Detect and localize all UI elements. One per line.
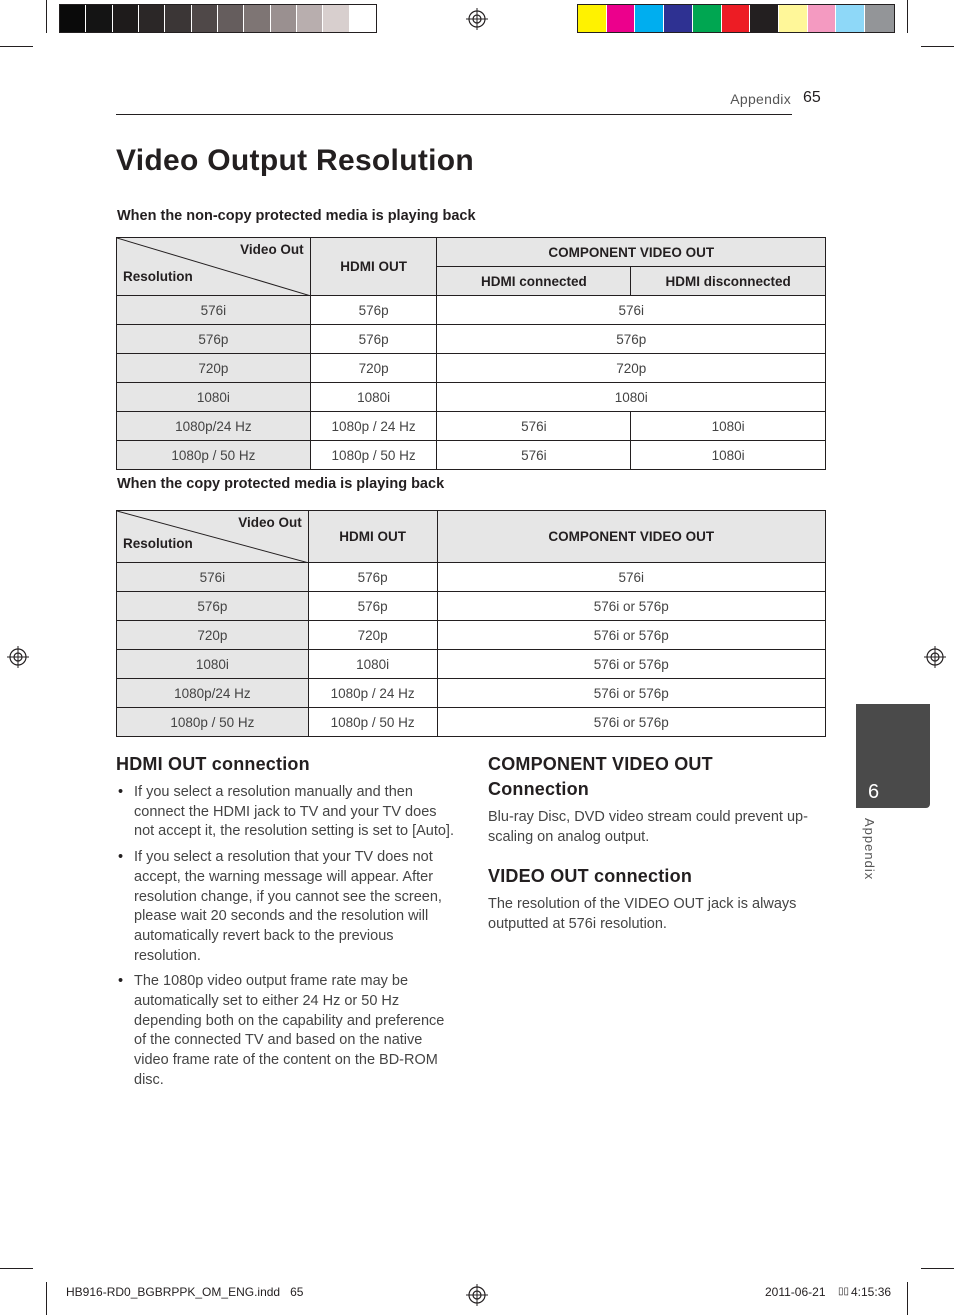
cell-resolution: 1080i (117, 650, 309, 679)
video-section-text: The resolution of the VIDEO OUT jack is always outputted at 576i resolution. (488, 896, 797, 932)
color-swatch (578, 5, 607, 32)
color-swatch (113, 5, 139, 32)
table-row (117, 383, 826, 412)
cell-hdmi: 1080i (308, 650, 437, 679)
table-row (117, 679, 826, 708)
crop-mark (46, 1282, 47, 1315)
header-divider (116, 114, 792, 115)
registration-mark-icon (466, 8, 488, 30)
color-swatch (192, 5, 218, 32)
cell-component: 576p (437, 325, 826, 354)
cell-hdmi: 720p (310, 354, 437, 383)
cell-hdmi: 576p (308, 592, 437, 621)
color-swatch (722, 5, 751, 32)
table-corner-cell (117, 238, 311, 296)
chapter-number: 6 (868, 781, 880, 803)
header-component-video-out: COMPONENT VIDEO OUT (437, 511, 825, 563)
table2-caption: When the copy protected media is playing back (117, 476, 445, 492)
cell-hdmi: 1080i (310, 383, 437, 412)
subheader-hdmi-disconnected: HDMI disconnected (631, 267, 826, 296)
list-item: • The 1080p video output frame rate may be automatically set to either 24 Hz or 50 Hz depending both on the capability and preference of the connected TV and based on the native video frame rate of the content on the BD-ROM disc. (116, 972, 456, 1090)
cell-resolution: 576i (117, 296, 311, 325)
cell-resolution: 576p (117, 592, 309, 621)
copy-protected-table (116, 510, 826, 737)
component-section-text: Blu-ray Disc, DVD video stream could prevent up-scaling on analog output. (488, 809, 808, 845)
corner-label-resolution: Resolution (123, 536, 193, 551)
chapter-tab-label: Appendix (862, 818, 877, 881)
cell-hdmi: 1080p / 50 Hz (308, 708, 437, 737)
color-swatch (60, 5, 86, 32)
component-section-heading-line2: Connection (488, 779, 589, 799)
cell-component: 720p (437, 354, 826, 383)
color-swatch (607, 5, 636, 32)
corner-label-video-out: Video Out (240, 242, 304, 257)
crop-mark (46, 0, 47, 33)
header-component-video-out: COMPONENT VIDEO OUT (437, 238, 826, 267)
cell-component: 576i or 576p (437, 650, 825, 679)
cell-hdmi: 576p (310, 325, 437, 354)
page-title: Video Output Resolution (116, 144, 474, 177)
color-swatch (244, 5, 270, 32)
crop-mark (0, 1268, 33, 1269)
table-row (117, 592, 826, 621)
table-row (117, 354, 826, 383)
page-number: 65 (803, 89, 821, 106)
chapter-tab (856, 704, 930, 808)
cell-resolution: 720p (117, 621, 309, 650)
running-header-section: Appendix (730, 91, 791, 107)
cell-component: 576i or 576p (437, 621, 825, 650)
hdmi-bullet-list (116, 783, 456, 1097)
registration-mark-icon (466, 1284, 488, 1306)
table-row (117, 441, 826, 470)
cell-component-connected: 576i (437, 412, 631, 441)
corner-label-resolution: Resolution (123, 269, 193, 284)
crop-mark (921, 46, 954, 47)
registration-mark-icon (7, 646, 29, 668)
component-section-heading: COMPONENT VIDEO OUT (488, 754, 713, 774)
color-swatch (664, 5, 693, 32)
color-calibration-bar (577, 4, 895, 33)
cell-component: 576i or 576p (437, 679, 825, 708)
cell-component-disconnected: 1080i (631, 412, 826, 441)
crop-mark (921, 1268, 954, 1269)
table-corner-cell (117, 511, 309, 563)
header-hdmi-out: HDMI OUT (308, 511, 437, 563)
color-swatch (165, 5, 191, 32)
subheader-hdmi-connected: HDMI connected (437, 267, 631, 296)
cell-component: 1080i (437, 383, 826, 412)
grayscale-calibration-bar (59, 4, 377, 33)
header-hdmi-out: HDMI OUT (310, 238, 437, 296)
color-swatch (750, 5, 779, 32)
cell-hdmi: 1080p / 50 Hz (310, 441, 437, 470)
registration-mark-icon (924, 646, 946, 668)
footer-time: 4:15:36 (851, 1285, 892, 1299)
list-item: • If you select a resolution that your TV does not accept, the warning message will appear. After resolution change, if you cannot see the screen, please wait 20 seconds and the resolution will automatically revert back to the previous resolution. (116, 848, 456, 966)
color-swatch (271, 5, 297, 32)
cell-hdmi: 720p (308, 621, 437, 650)
footer-filename: HB916-RD0_BGBRPPK_OM_ENG.indd 65 (66, 1285, 304, 1299)
list-item: • If you select a resolution manually and then connect the HDMI jack to TV and your TV does not accept it, the resolution setting is set to [Auto]. (116, 783, 456, 842)
cell-resolution: 1080p / 50 Hz (117, 708, 309, 737)
color-swatch (693, 5, 722, 32)
table-row (117, 708, 826, 737)
cell-resolution: 1080i (117, 383, 311, 412)
cell-resolution: 1080p/24 Hz (117, 412, 311, 441)
color-swatch (865, 5, 894, 32)
cell-component-connected: 576i (437, 441, 631, 470)
footer-glyph: ▯▯ (838, 1286, 850, 1297)
color-swatch (635, 5, 664, 32)
corner-label-video-out: Video Out (238, 515, 302, 530)
cell-resolution: 1080p / 50 Hz (117, 441, 311, 470)
cell-component: 576i (437, 563, 825, 592)
cell-component: 576i or 576p (437, 708, 825, 737)
color-swatch (350, 5, 376, 32)
color-swatch (779, 5, 808, 32)
table-row (117, 325, 826, 354)
color-swatch (297, 5, 323, 32)
non-copy-protected-table (116, 237, 826, 470)
color-swatch (836, 5, 865, 32)
hdmi-section-heading: HDMI OUT connection (116, 754, 310, 774)
cell-component-disconnected: 1080i (631, 441, 826, 470)
cell-hdmi: 576p (308, 563, 437, 592)
cell-resolution: 1080p/24 Hz (117, 679, 309, 708)
color-swatch (139, 5, 165, 32)
cell-hdmi: 1080p / 24 Hz (310, 412, 437, 441)
cell-hdmi: 1080p / 24 Hz (308, 679, 437, 708)
video-section-heading: VIDEO OUT connection (488, 866, 693, 886)
table-row (117, 412, 826, 441)
color-swatch (86, 5, 112, 32)
cell-resolution: 576p (117, 325, 311, 354)
cell-component: 576i or 576p (437, 592, 825, 621)
table1-caption: When the non-copy protected media is playing back (117, 208, 476, 224)
footer-date: 2011-06-21 (765, 1285, 826, 1299)
cell-resolution: 576i (117, 563, 309, 592)
crop-mark (907, 1282, 908, 1315)
cell-component: 576i (437, 296, 826, 325)
color-swatch (323, 5, 349, 32)
table-row (117, 563, 826, 592)
cell-hdmi: 576p (310, 296, 437, 325)
table-row (117, 621, 826, 650)
crop-mark (0, 46, 33, 47)
table-row (117, 650, 826, 679)
cell-resolution: 720p (117, 354, 311, 383)
table-row (117, 296, 826, 325)
color-swatch (218, 5, 244, 32)
crop-mark (907, 0, 908, 33)
color-swatch (808, 5, 837, 32)
